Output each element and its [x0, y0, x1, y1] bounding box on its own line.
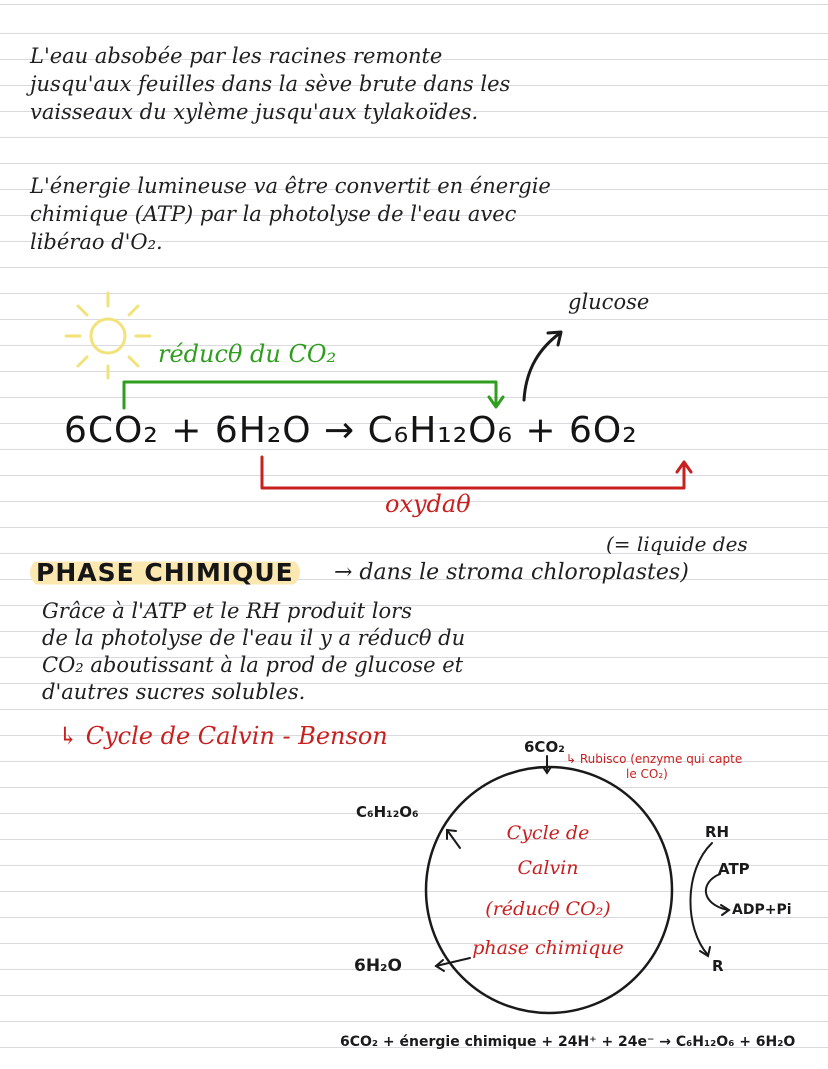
oxidation-bracket — [262, 457, 691, 488]
intro-paragraph — [30, 42, 510, 126]
atp-to-adp-arrow — [706, 874, 729, 915]
reduction-label: réducθ du CO₂ — [158, 340, 337, 368]
cycle-center-line-3: (réducθ CO₂) — [485, 898, 611, 920]
rh-label: RH — [705, 823, 730, 841]
oxidation-label: oxydaθ — [385, 490, 471, 518]
photosynthesis-equation: 6CO₂ + 6H₂O → C₆H₁₂O₆ + 6O₂ — [64, 410, 638, 451]
photolysis-line-3: libérao d'O₂. — [30, 230, 163, 254]
stroma-definition-line-1: (= liquide des — [606, 532, 748, 556]
photolysis-line-1: L'énergie lumineuse va être convertit en énergie — [30, 174, 551, 198]
intro-line-1: L'eau absobée par les racines remonte — [30, 44, 443, 68]
reduction-bracket — [124, 382, 503, 408]
adp-label: ADP+Pi — [732, 902, 792, 918]
phase-title: PHASE CHIMIQUE — [30, 558, 300, 587]
rubisco-note-line-2: le CO₂) — [626, 767, 668, 781]
phase-location-line — [334, 560, 689, 585]
phase-line-3: CO₂ aboutissant à la prod de glucose et — [42, 653, 464, 677]
r-label: R — [712, 957, 724, 975]
calvin-benson-reference: ↳ Cycle de Calvin - Benson — [58, 722, 388, 750]
cycle-center-line-2: Calvin — [517, 857, 579, 879]
glucose-output-label: C₆H₁₂O₆ — [356, 803, 419, 821]
glucose-label: glucose — [568, 290, 650, 314]
atp-label: ATP — [718, 860, 750, 878]
intro-line-2: jusqu'aux feuilles dans la sève brute dans les — [30, 72, 511, 96]
photolysis-line-2: chimique (ATP) par la photolyse de l'eau avec — [30, 202, 517, 226]
phase-paragraph — [42, 598, 465, 706]
glucose-out-arrow — [447, 830, 460, 848]
rubisco-note — [566, 752, 742, 782]
sun-icon — [66, 293, 150, 378]
bottom-equation: 6CO₂ + énergie chimique + 24H⁺ + 24e⁻ → C₆H₁₂O₆ + 6H₂O — [340, 1034, 796, 1050]
water-out-arrow — [436, 958, 470, 971]
stroma-definition-line-2: chloroplastes) — [531, 560, 689, 585]
calvin-cycle-circle — [426, 767, 672, 1013]
phase-line-4: d'autres sucres solubles. — [42, 680, 306, 704]
cycle-center-line-4: phase chimique — [472, 937, 624, 959]
co2-entry-arrow — [543, 756, 551, 773]
water-output-label: 6H₂O — [354, 956, 402, 976]
intro-line-3: vaisseaux du xylème jusqu'aux tylakoïdes. — [30, 100, 479, 124]
phase-line-2: de la photolyse de l'eau il y a réducθ du — [42, 626, 466, 650]
co2-input-label: 6CO₂ — [524, 738, 565, 756]
photolysis-paragraph — [30, 172, 551, 256]
glucose-arrow — [524, 332, 561, 400]
rubisco-note-line-1: ↳ Rubisco (enzyme qui capte — [566, 752, 743, 766]
phase-line-1: Grâce à l'ATP et le RH produit lors — [42, 599, 412, 623]
phase-location: → dans le stroma — [334, 560, 524, 585]
cycle-center-line-1: Cycle de — [506, 822, 590, 844]
